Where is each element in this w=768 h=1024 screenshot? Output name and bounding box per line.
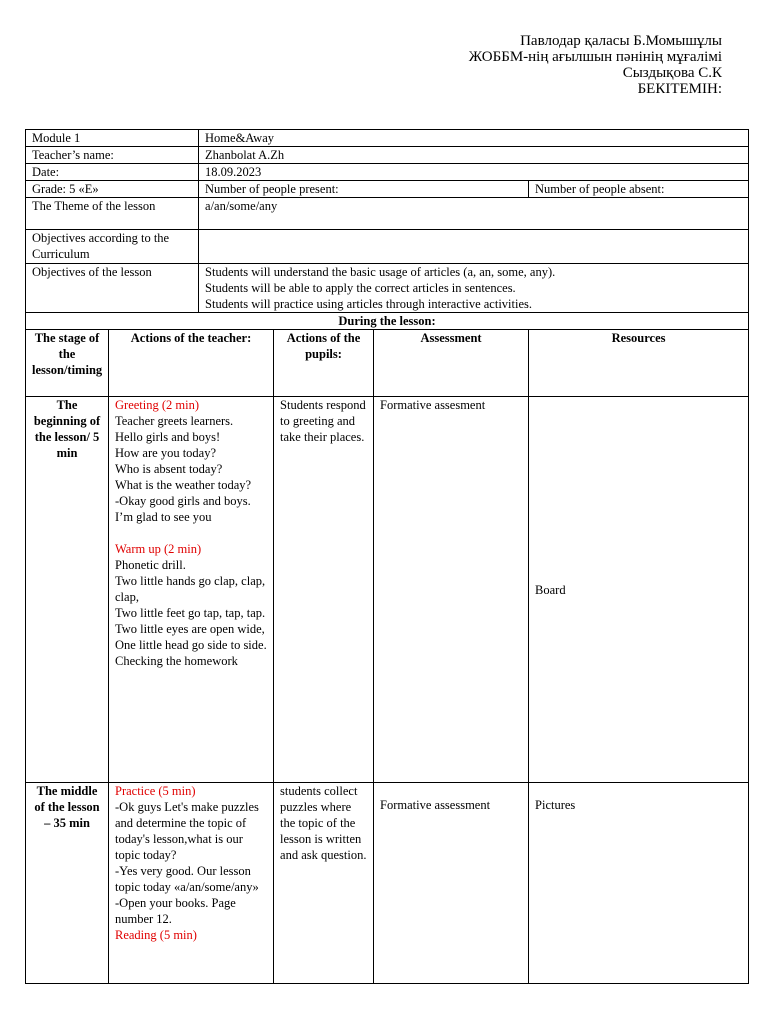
absent-label: Number of people absent: (529, 181, 749, 198)
greeting-line: What is the weather today? (115, 478, 252, 492)
greeting-title: Greeting (2 min) (115, 398, 200, 412)
greeting-line: Hello girls and boys! (115, 430, 221, 444)
objectives-label: Objectives of the lesson (26, 264, 199, 313)
pupils-actions-beginning: Students respond to greeting and take their places. (274, 397, 374, 783)
theme-value: a/an/some/any (199, 198, 749, 230)
pupils-actions-middle: students collect puzzles where the topic of the lesson is written and ask question. (274, 783, 374, 984)
header-approved: БЕКІТЕМІН: (637, 81, 722, 97)
warmup-line: Two little hands go clap, clap, clap, (115, 574, 266, 604)
col-resources-header: Resources (529, 330, 749, 397)
warmup-line: Two little eyes are open wide, (115, 622, 265, 636)
lesson-plan-table (25, 129, 749, 984)
module-value: Home&Away (199, 130, 749, 147)
practice-line: -Open your books. Page number 12. (115, 896, 236, 926)
stage-beginning: The beginning of the lesson/ 5 min (26, 397, 109, 783)
col-assessment-header: Assessment (374, 330, 529, 397)
grade-row (26, 181, 749, 198)
objective-item: Students will be able to apply the correct articles in sentences. (205, 281, 516, 295)
column-header-row (26, 330, 749, 397)
col-stage-header: The stage of the lesson/timing (26, 330, 109, 397)
teacher-row (26, 147, 749, 164)
during-lesson-heading: During the lesson: (26, 313, 749, 330)
warmup-line: One little head go side to side. (115, 638, 267, 652)
objectives-row (26, 264, 749, 313)
date-row (26, 164, 749, 181)
objectives-list (199, 264, 749, 313)
warmup-line: Phonetic drill. (115, 558, 186, 572)
assessment-middle: Formative assessment (374, 783, 529, 984)
date-value: 18.09.2023 (199, 164, 749, 181)
teacher-actions-beginning (109, 397, 274, 783)
practice-title: Practice (5 min) (115, 784, 196, 798)
col-teacher-header: Actions of the teacher: (109, 330, 274, 397)
stage-middle: The middle of the lesson – 35 min (26, 783, 109, 984)
practice-line: -Yes very good. Our lesson topic today «a/an/some/any» (115, 864, 259, 894)
theme-row (26, 198, 749, 230)
theme-label: The Theme of the lesson (26, 198, 199, 230)
resources-middle: Pictures (529, 783, 749, 984)
middle-row (26, 783, 749, 984)
resources-beginning: Board (529, 397, 749, 783)
curriculum-row (26, 230, 749, 264)
header-school: Павлодар қаласы Б.Момышұлы (520, 33, 722, 49)
grade-label: Grade: 5 «E» (26, 181, 199, 198)
practice-line: -Ok guys Let's make puzzles and determine the topic of today's lesson,what is our topic today? (115, 800, 259, 862)
greeting-line: How are you today? (115, 446, 217, 460)
curriculum-value (199, 230, 749, 264)
present-label: Number of people present: (199, 181, 529, 198)
teacher-value: Zhanbolat A.Zh (199, 147, 749, 164)
spacer (115, 525, 267, 541)
module-row (26, 130, 749, 147)
greeting-line: Who is absent today? (115, 462, 223, 476)
teacher-label: Teacher’s name: (26, 147, 199, 164)
beginning-row (26, 397, 749, 783)
curriculum-label: Objectives according to the Curriculum (26, 230, 199, 264)
objective-item: Students will understand the basic usage of articles (a, an, some, any). (205, 265, 556, 279)
objective-item: Students will practice using articles through interactive activities. (205, 297, 533, 311)
during-row (26, 313, 749, 330)
module-label: Module 1 (26, 130, 199, 147)
warmup-line: Checking the homework (115, 654, 238, 668)
warmup-line: Two little feet go tap, tap, tap. (115, 606, 266, 620)
teacher-actions-middle (109, 783, 274, 984)
col-pupils-header: Actions of the pupils: (274, 330, 374, 397)
greeting-line: Teacher greets learners. (115, 414, 234, 428)
document-header (469, 33, 722, 97)
greeting-line: -Okay good girls and boys. I’m glad to see you (115, 494, 251, 524)
date-label: Date: (26, 164, 199, 181)
header-position: ЖОББМ-нің ағылшын пәнінің мұғалімі (468, 49, 722, 65)
header-teacher: Сыздықова С.К (622, 65, 722, 81)
warmup-title: Warm up (2 min) (115, 542, 202, 556)
assessment-beginning: Formative assesment (374, 397, 529, 783)
reading-title: Reading (5 min) (115, 928, 197, 942)
